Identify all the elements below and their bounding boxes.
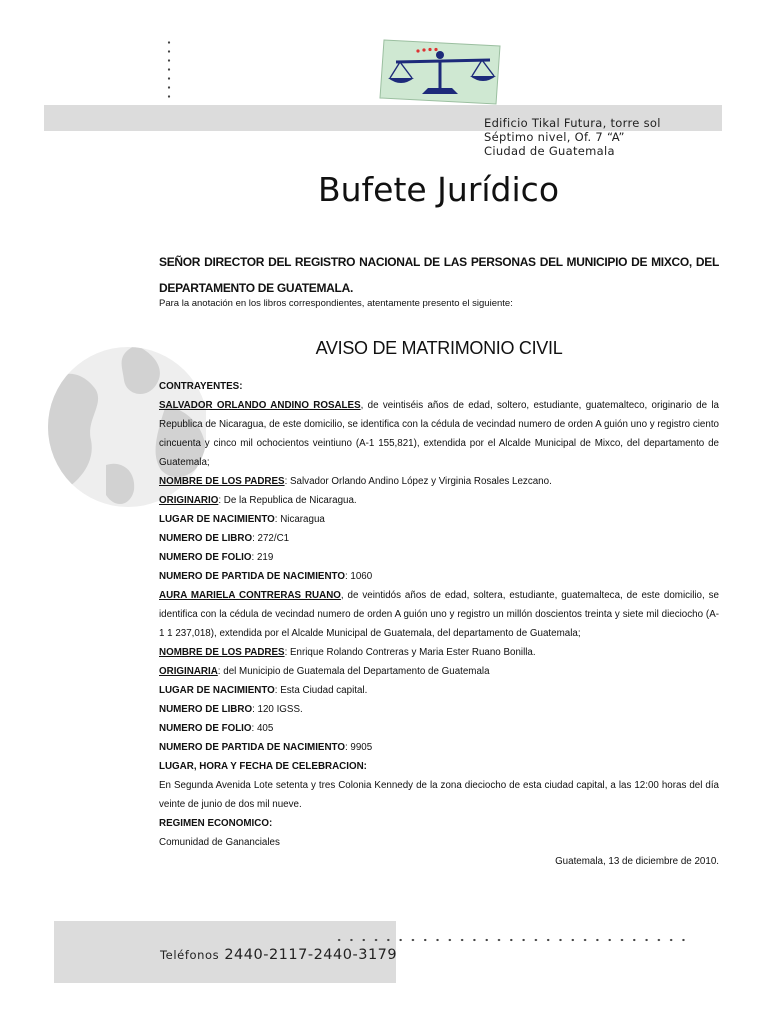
bride-description: , de veintidós años de edad, soltera, estudiante, guatemalteca, de este domicilio, se identifica con la cédula de vecindad numero de orden A guión uno y registro un millón doscientos treinta y siete mil dieciocho (A-1 1 237,018), extendida por el Alcalde Municipal de Guatemala, del departamento de Guatemala;	[159, 590, 719, 639]
firm-name: Bufete Jurídico	[317, 170, 560, 209]
field-row: ORIGINARIO: De la Republica de Nicaragua.	[159, 495, 357, 506]
document-title: AVISO DE MATRIMONIO CIVIL	[315, 338, 563, 358]
phone-numbers	[160, 944, 397, 963]
field-row: NUMERO DE FOLIO: 405	[159, 723, 274, 734]
scales-of-justice-icon	[378, 38, 502, 106]
decorative-dots-vertical	[166, 38, 172, 102]
regime-text: Comunidad de Gananciales	[159, 837, 280, 848]
groom-paragraph	[159, 396, 719, 472]
office-address	[484, 116, 661, 158]
field-row: NOMBRE DE LOS PADRES: Enrique Rolando Contreras y Maria Ester Ruano Bonilla.	[159, 647, 536, 658]
letter-date: Guatemala, 13 de diciembre de 2010.	[555, 856, 719, 867]
address-line: Ciudad de Guatemala	[484, 144, 615, 158]
field-row: LUGAR DE NACIMIENTO: Nicaragua	[159, 514, 325, 525]
phones-number: 2440-2117-2440-3179	[224, 947, 398, 963]
intro-text: Para la anotación en los libros correspondientes, atentamente presento el siguiente:	[159, 298, 513, 309]
letter-body	[159, 249, 719, 871]
address-line: Edificio Tikal Futura, torre sol	[484, 116, 661, 130]
field-row: ORIGINARIA: del Municipio de Guatemala del Departamento de Guatemala	[159, 666, 490, 677]
groom-name: SALVADOR ORLANDO ANDINO ROSALES	[159, 400, 361, 411]
addressee: SEÑOR DIRECTOR DEL REGISTRO NACIONAL DE LAS PERSONAS DEL MUNICIPIO DE MIXCO, DEL DEPARTAMENTO DE GUATEMALA.	[159, 255, 719, 295]
field-row: NUMERO DE LIBRO: 272/C1	[159, 533, 290, 544]
field-row: NUMERO DE FOLIO: 219	[159, 552, 274, 563]
celebration-text: En Segunda Avenida Lote setenta y tres Colonia Kennedy de la zona dieciocho de esta ciudad capital, a las 12:00 horas del día veinte de junio de dos mil nueve.	[159, 780, 719, 810]
groom-description: , de veintiséis años de edad, soltero, estudiante, guatemalteco, originario de la Republica de Nicaragua, de este domicilio, se identifica con la cédula de vecindad numero de orden A guión uno y registro ciento cincuenta y cinco mil ochocientos veintiuno (A-1 155,821), extendida por el Alcalde Municipal de Mixco, del departamento de Guatemala;	[159, 400, 719, 468]
field-row: NUMERO DE PARTIDA DE NACIMIENTO: 1060	[159, 571, 373, 582]
celebration-heading: LUGAR, HORA Y FECHA DE CELEBRACION:	[159, 761, 367, 772]
bride-name: AURA MARIELA CONTRERAS RUANO	[159, 590, 341, 601]
contrayentes-heading: CONTRAYENTES:	[159, 381, 243, 392]
bride-paragraph	[159, 586, 719, 643]
address-line: Séptimo nivel, Of. 7 “A”	[484, 130, 625, 144]
regime-heading: REGIMEN ECONOMICO:	[159, 818, 273, 829]
field-row: NOMBRE DE LOS PADRES: Salvador Orlando Andino López y Virginia Rosales Lezcano.	[159, 476, 552, 487]
field-row: NUMERO DE PARTIDA DE NACIMIENTO: 9905	[159, 742, 373, 753]
phones-label: Teléfonos	[160, 948, 220, 962]
field-row: LUGAR DE NACIMIENTO: Esta Ciudad capital.	[159, 685, 368, 696]
field-row: NUMERO DE LIBRO: 120 IGSS.	[159, 704, 303, 715]
decorative-dots-horizontal	[333, 937, 687, 943]
